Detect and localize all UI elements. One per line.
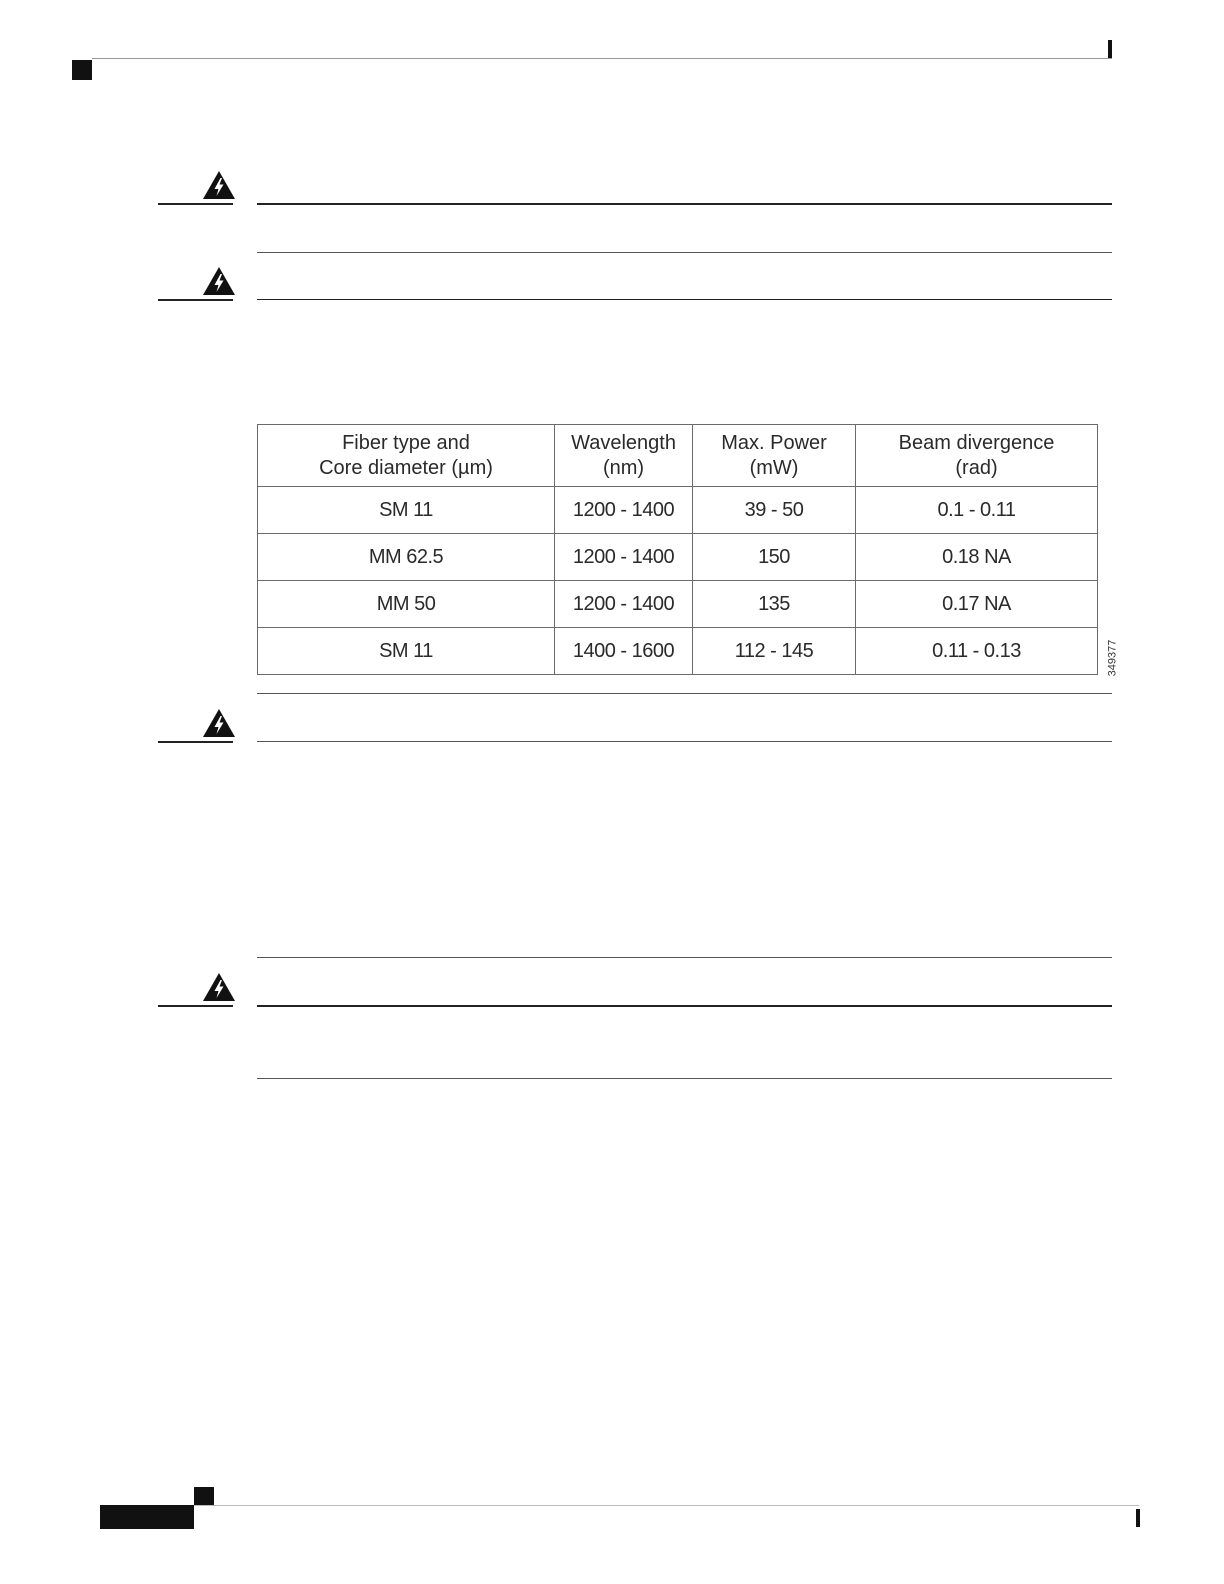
table-cell: 0.11 - 0.13: [856, 628, 1098, 675]
table-row: [258, 628, 1098, 675]
warning-icon: [202, 708, 236, 738]
warning-rule: [158, 203, 233, 205]
table-cell: 1200 - 1400: [555, 581, 693, 628]
table-cell: SM 11: [258, 487, 555, 534]
fiber-power-table: [257, 424, 1098, 675]
table-cell: 135: [693, 581, 856, 628]
table-header-row: [258, 425, 1098, 487]
table-cell: 150: [693, 534, 856, 581]
warning-rule: [158, 299, 233, 301]
header-right-tick: [1108, 40, 1112, 58]
table-cell: 0.1 - 0.11: [856, 487, 1098, 534]
header-rule: [92, 58, 1112, 59]
warning-bottom-rule: [257, 741, 1112, 742]
warning-bottom-rule: [257, 1078, 1112, 1079]
table-cell: 1200 - 1400: [555, 487, 693, 534]
warning-top-rule: [257, 693, 1112, 694]
warning-icon: [202, 170, 236, 200]
table-row: [258, 581, 1098, 628]
footer-corner-marker: [194, 1487, 214, 1505]
column-header: Max. Power (mW): [693, 425, 856, 487]
table-cell: SM 11: [258, 628, 555, 675]
table-cell: 0.18 NA: [856, 534, 1098, 581]
table-cell: 39 - 50: [693, 487, 856, 534]
header-corner-marker: [72, 60, 92, 80]
warning-rule: [158, 1005, 233, 1007]
table-cell: 0.17 NA: [856, 581, 1098, 628]
table-cell: MM 50: [258, 581, 555, 628]
column-header: Fiber type and Core diameter (µm): [258, 425, 555, 487]
figure-id: 349377: [1106, 639, 1119, 677]
footer-rule: [194, 1505, 1139, 1506]
table-row: [258, 487, 1098, 534]
table-cell: 1200 - 1400: [555, 534, 693, 581]
table-cell: 112 - 145: [693, 628, 856, 675]
footer-page-block: [100, 1505, 194, 1529]
warning-top-rule: [257, 299, 1112, 300]
warning-rule: [158, 741, 233, 743]
table-cell: MM 62.5: [258, 534, 555, 581]
warning-top-rule: [257, 203, 1112, 205]
warning-top-rule: [257, 957, 1112, 958]
column-header: Wavelength (nm): [555, 425, 693, 487]
warning-icon: [202, 266, 236, 296]
footer-right-tick: [1136, 1509, 1140, 1527]
column-header: Beam divergence (rad): [856, 425, 1098, 487]
table-row: [258, 534, 1098, 581]
warning-mid-rule: [257, 1005, 1112, 1007]
table-cell: 1400 - 1600: [555, 628, 693, 675]
warning-icon: [202, 972, 236, 1002]
warning-bottom-rule: [257, 252, 1112, 253]
